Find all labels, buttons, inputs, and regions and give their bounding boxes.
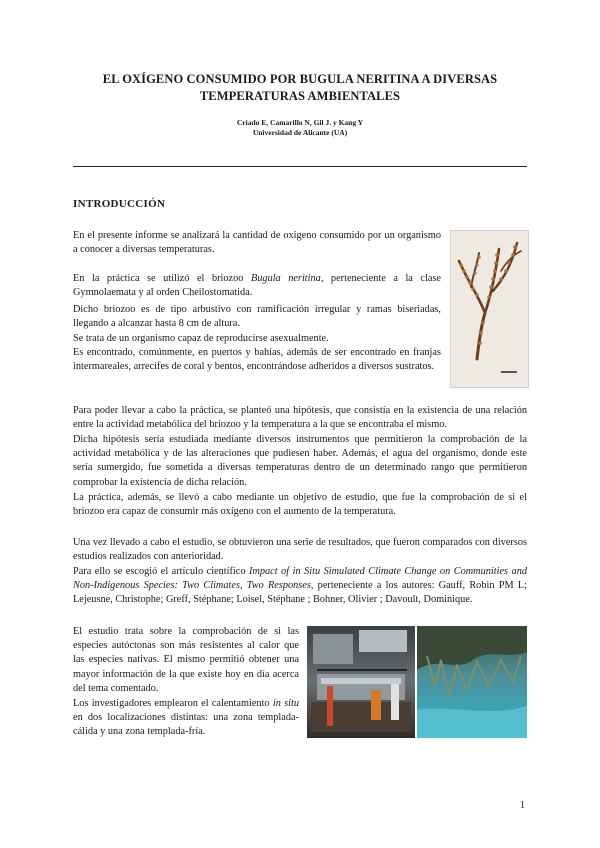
paper-title (60, 71, 540, 105)
paragraph-10: Para ello se escogió el artículo científico Impact of in Situ Simulated Climate Change on Communities and Non-Indigenous Species: Two Climates, Two Responses, perteneciente a los autores: Gauff, Robin PM L; Lejeusne, Christophe; Greff, Stéphane; Loisel, Stéphane ; Bohner, Olivier ; Davoult, Dominique. (73, 566, 527, 606)
bryozoan-specimen-image (450, 230, 529, 388)
authors-names: Criado E, Camarillo N, Gil J. y Kang Y (236, 118, 364, 127)
bryozoan-illustration (451, 231, 528, 387)
paragraph-9: Una vez llevado a cabo el estudio, se obtuvieron una serie de resultados, que fueron comparados con diversos estudios realizados con anterioridad. (73, 537, 527, 563)
article-title: Impact of in Situ Simulated Climate Change on Communities and Non-Indigenous Species: Two Climates, Two Responses (73, 566, 527, 592)
paragraph-12: Los investigadores emplearon el calentamiento in situ en dos localizaciones distintas: una zona templada-cálida y una zona templada-fría. (73, 698, 299, 738)
paragraph-5: Es encontrado, comúnmente, en puertos y bahías, además de ser encontrado en franjas intermareales, arrecifes de coral y bentos, encontrándose adheridos a diversos sustratos. (73, 347, 441, 373)
title-divider (73, 166, 527, 167)
page-number: 1 (520, 800, 525, 811)
paragraph-1: En el presente informe se analizará la cantidad de oxígeno consumido por un organismo a conocer a diversas temperaturas. (73, 230, 441, 256)
authors-block (60, 118, 540, 138)
experiment-photos (307, 626, 527, 738)
paragraph-7: Dicha hipótesis sería estudiada mediante diversos instrumentos que permitieron la comprobación de la actividad metabólica y de las alteraciones que pudiesen haber. Además, el agua del organismo, donde este sería sumergido, fue sometida a diversas temperaturas dentro de un determinado rango que permitieron comprobar la existencia de dicha relación. (73, 434, 527, 488)
title-line-2: TEMPERATURAS AMBIENTALES (199, 89, 401, 103)
paragraph-4: Se trata de un organismo capaz de reproducirse asexualmente. (73, 333, 329, 344)
paragraph-6: Para poder llevar a cabo la práctica, se planteó una hipótesis, que consistía en la existencia de una relación entre la actividad metabólica del briozoo y la temperatura a la que se encontraba el mismo. (73, 405, 527, 431)
paragraph-11: El estudio trata sobre la comprobación de si las especies autóctonas son más resistentes al calor que las especies nativas. El mismo permitió obtener una mayor información de la que existe hoy en día acerca del tema comentado. (73, 626, 299, 694)
lab-and-underwater-photo (307, 626, 527, 738)
species-name: Bugula neritina (250, 273, 321, 284)
paragraph-2: En la práctica se utilizó el briozoo Bugula neritina, perteneciente a la clase Gymnolaemata y al orden Cheilostomatida. (73, 273, 441, 299)
title-line-1: EL OXÍGENO CONSUMIDO POR BUGULA NERITINA A DIVERSAS (102, 72, 498, 86)
paragraph-8: La práctica, además, se llevó a cabo mediante un objetivo de estudio, que fue la comprobación de si el briozoo era capaz de consumir más oxígeno con el aumento de la temperatura. (73, 492, 527, 518)
paragraph-3: Dicho briozoo es de tipo arbustivo con ramificación irregular y ramas biseriadas, llegando a alcanzar hasta 8 cm de altura. (73, 304, 441, 330)
authors-affiliation: Universidad de Alicante (UA) (252, 128, 348, 137)
section-heading: INTRODUCCIÓN (73, 198, 166, 210)
in-situ-term: in situ (272, 698, 299, 709)
